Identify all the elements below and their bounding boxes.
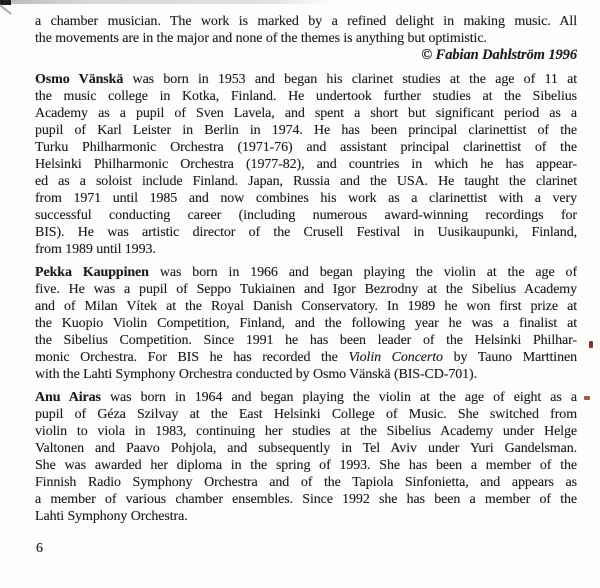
text-line — [35, 122, 577, 139]
text-segment: BIS). He was artistic director of the Crusell Festival in Uusikaupunki, Finland, — [35, 225, 577, 240]
text-segment: a chamber musician. The work is marked by a refined delight in making music. All — [35, 14, 577, 29]
page-number: 6 — [36, 541, 43, 556]
person-name: Anu Airas — [35, 390, 101, 405]
text-segment: Finnish Radio Symphony Orchestra and of the Tapiola Sinfonietta, and appears as — [35, 475, 577, 490]
text-segment: the music college in Kotka, Finland. He undertook further studies at the Sibelius — [35, 89, 577, 104]
scan-red-speck-top — [589, 341, 593, 348]
person-name: Pekka Kauppinen — [35, 265, 149, 280]
text-line — [35, 491, 577, 508]
text-segment: Academy as a pupil of Sven Lavela, and spent a short but significant period as a — [35, 106, 577, 121]
text-line — [35, 264, 577, 281]
text-line — [35, 88, 577, 105]
text-line — [35, 281, 577, 298]
text-segment: was born in 1966 and began playing the violin at the age of — [148, 265, 577, 280]
text-segment: the movements are in the major and none of the themes is anything but optimistic. — [35, 31, 487, 46]
text-segment: Lahti Symphony Orchestra. — [35, 509, 188, 524]
text-segment: by Tauno Marttinen — [442, 350, 577, 365]
text-line — [35, 366, 577, 383]
text-segment: ed as a soloist include Finland. Japan, Russia and the USA. He taught the clarinet — [35, 174, 577, 189]
scan-red-speck-bottom — [584, 396, 590, 400]
paragraph-osmo-vanska — [35, 71, 577, 258]
text-segment: from 1989 until 1993. — [35, 242, 156, 257]
text-line — [35, 332, 577, 349]
text-segment: with the Lahti Symphony Orchestra conducted by Osmo Vänskä (BIS-CD-701). — [35, 367, 478, 382]
text-line — [35, 207, 577, 224]
paragraph-anu-airas — [35, 389, 577, 525]
scan-corner-mark — [0, 0, 11, 5]
person-name: Osmo Vänskä — [35, 72, 124, 87]
text-line — [35, 440, 577, 457]
text-line — [35, 389, 577, 406]
text-line — [35, 71, 577, 88]
text-line — [35, 105, 577, 122]
text-segment: the Kuopio Violin Competition, Finland, and the following year he was a finalist at — [35, 316, 577, 331]
text-segment: Turku Philharmonic Orchestra (1971-76) and assistant principal clarinettist of the — [35, 140, 577, 155]
text-line — [35, 224, 577, 241]
text-segment: from 1971 until 1985 and now combines his work as a clarinettist with a very — [35, 191, 577, 206]
text-line — [35, 30, 577, 47]
text-segment: was born in 1964 and began playing the violin at the age of eight as a — [100, 390, 577, 405]
text-segment: the Sibelius Competition. Since 1991 he has been leader of the Helsinki Philhar- — [35, 333, 577, 348]
text-line — [35, 156, 577, 173]
text-segment: violin to viola in 1983, continuing her studies at the Sibelius Academy under Helge — [35, 424, 577, 439]
text-line — [35, 173, 577, 190]
text-line — [35, 423, 577, 440]
text-line — [35, 349, 577, 366]
text-line — [35, 298, 577, 315]
text-line — [35, 190, 577, 207]
text-segment: She was awarded her diploma in the spring of 1993. She has been a member of the — [35, 458, 577, 473]
text-segment: a member of various chamber ensembles. Since 1992 she has been a member of the — [35, 492, 577, 507]
text-segment: was born in 1953 and began his clarinet studies at the age of 11 at — [123, 72, 577, 87]
work-title: Violin Concerto — [348, 350, 443, 365]
text-line — [35, 508, 577, 525]
text-line — [35, 457, 577, 474]
text-line — [35, 474, 577, 491]
text-line — [35, 241, 577, 258]
text-segment: Valtonen and Paavo Pohjola, and subsequently in Tel Aviv under Yuri Gandelsman. — [35, 441, 577, 456]
text-segment: Helsinki Philharmonic Orchestra (1977-82), and countries in which he has appear- — [35, 157, 577, 172]
scan-corner-scratch — [0, 4, 12, 15]
text-segment: pupil of Karl Leister in Berlin in 1974. He has been principal clarinettist of the — [35, 123, 577, 138]
paragraph-pekka-kauppinen — [35, 264, 577, 383]
scan-edge-band — [0, 0, 333, 4]
author-credit: © Fabian Dahlström 1996 — [421, 47, 577, 63]
paragraph-intro — [35, 13, 577, 64]
text-segment: monic Orchestra. For BIS he has recorded the — [35, 350, 349, 365]
text-line — [35, 406, 577, 423]
text-segment: five. He was a pupil of Seppo Tukiainen and Igor Bezrodny at the Sibelius Academy — [35, 282, 577, 297]
text-line — [35, 315, 577, 332]
text-line — [35, 139, 577, 156]
page-text — [35, 13, 577, 531]
text-line — [35, 13, 577, 30]
text-segment: and of Milan Vítek at the Royal Danish Conservatory. In 1989 he won first prize at — [35, 299, 577, 314]
text-segment: successful conducting career (including numerous award-winning recordings for — [35, 208, 577, 223]
text-segment: pupil of Géza Szilvay at the East Helsinki College of Music. She switched from — [35, 407, 577, 422]
